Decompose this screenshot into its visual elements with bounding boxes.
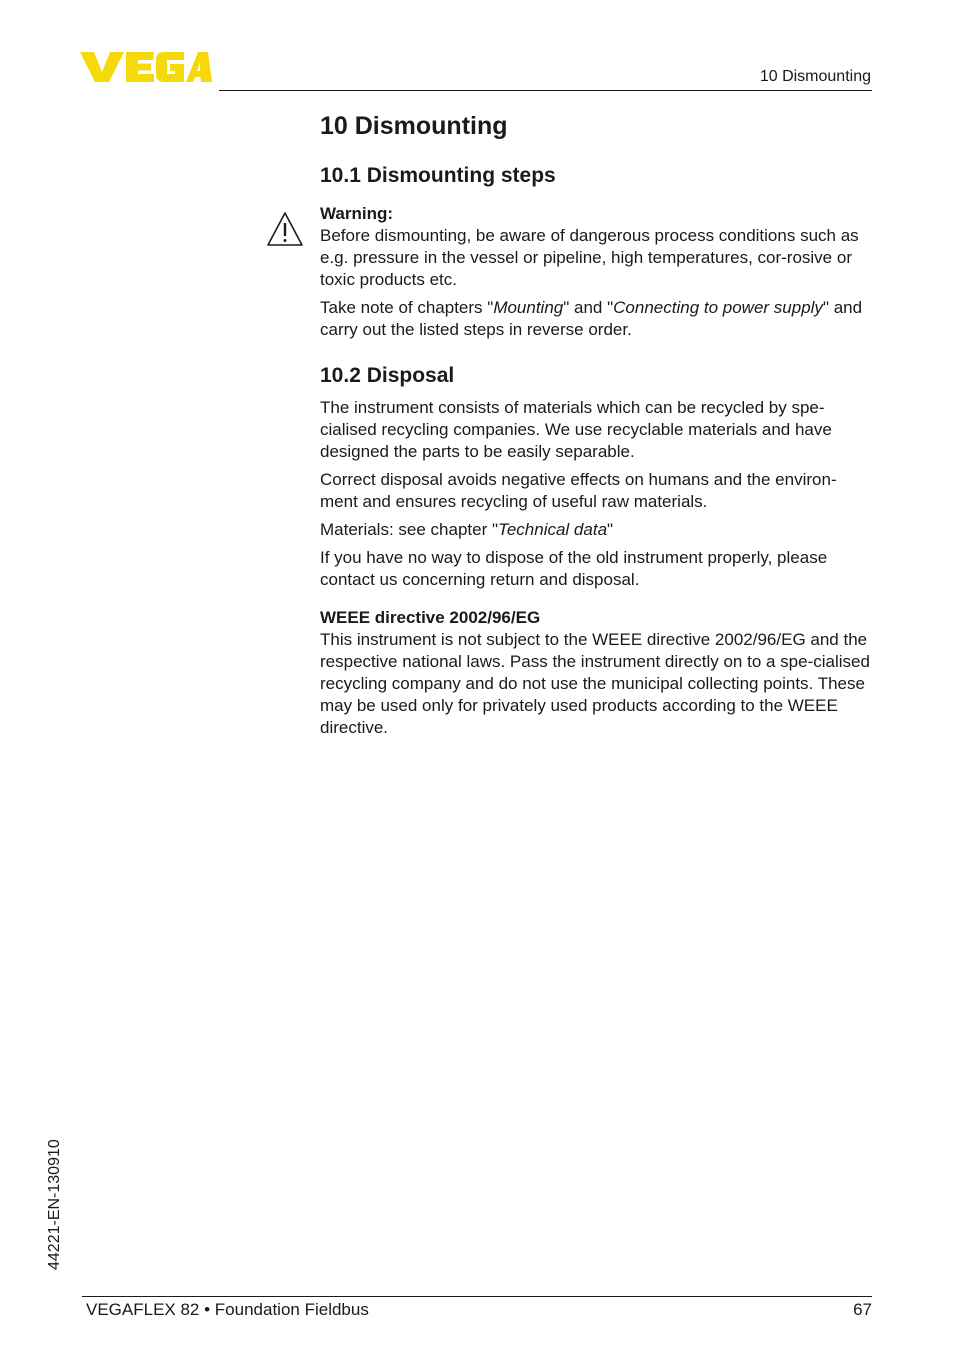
weee-block: [320, 607, 872, 739]
header-rule: [219, 90, 872, 91]
weee-text: This instrument is not subject to the WEEE directive 2002/96/EG and the respective national laws. Pass the instrument directly on to a spe-cialised recycling company and do not use the municipal collecting points. These may be used only for privately used products according to the WEEE directive.: [320, 630, 870, 737]
materials-paragraph: [320, 519, 872, 541]
disposal-para-4: [320, 547, 872, 591]
materials-prefix: Materials: see chapter ": [320, 520, 499, 539]
running-head: 10 Dismounting: [759, 68, 871, 85]
section-heading-dismounting-steps: 10.1 Dismounting steps: [320, 164, 556, 187]
warning-triangle-icon: [266, 211, 304, 247]
note-mid: " and ": [563, 298, 614, 317]
note-prefix: Take note of chapters ": [320, 298, 494, 317]
disposal-text-1: The instrument consists of materials which can be recycled by spe-cialised recycling companies. We use recyclable materials and have designed the parts to be easily separable.: [320, 398, 832, 461]
weee-heading: WEEE directive 2002/96/EG: [320, 608, 541, 627]
footer-product: VEGAFLEX 82 • Foundation Fieldbus: [86, 1300, 369, 1319]
note-paragraph: [320, 297, 872, 341]
note-suffix: " and carry out the listed steps in reverse order.: [320, 298, 863, 339]
chapter-title: 10 Dismounting: [320, 112, 508, 140]
disposal-text-4: If you have no way to dispose of the old instrument properly, please contact us concerning return and disposal.: [320, 548, 828, 589]
warning-label: Warning:: [320, 204, 394, 223]
materials-suffix: ": [607, 520, 614, 539]
footer-rule: [82, 1296, 872, 1297]
materials-ref-technical-data: Technical data: [498, 520, 608, 539]
materials-text: [320, 519, 872, 541]
warning-text: Before dismounting, be aware of dangerous process conditions such as e.g. pressure in the vessel or pipeline, high temperatures, cor-rosive or toxic products etc.: [320, 226, 859, 289]
warning-block: [320, 203, 872, 291]
document-id: 44221-EN-130910: [46, 1139, 63, 1270]
section-heading-disposal: 10.2 Disposal: [320, 364, 455, 387]
disposal-para-1: [320, 397, 872, 463]
vega-logo: [80, 50, 212, 84]
disposal-text-2: Correct disposal avoids negative effects on humans and the environ-ment and ensures recycling of useful raw materials.: [320, 470, 837, 511]
note-ref-mounting: Mounting: [493, 298, 564, 317]
page-number: 67: [853, 1300, 872, 1319]
note-text: [320, 297, 872, 341]
note-ref-power-supply: Connecting to power supply: [613, 298, 823, 317]
disposal-para-2: [320, 469, 872, 513]
